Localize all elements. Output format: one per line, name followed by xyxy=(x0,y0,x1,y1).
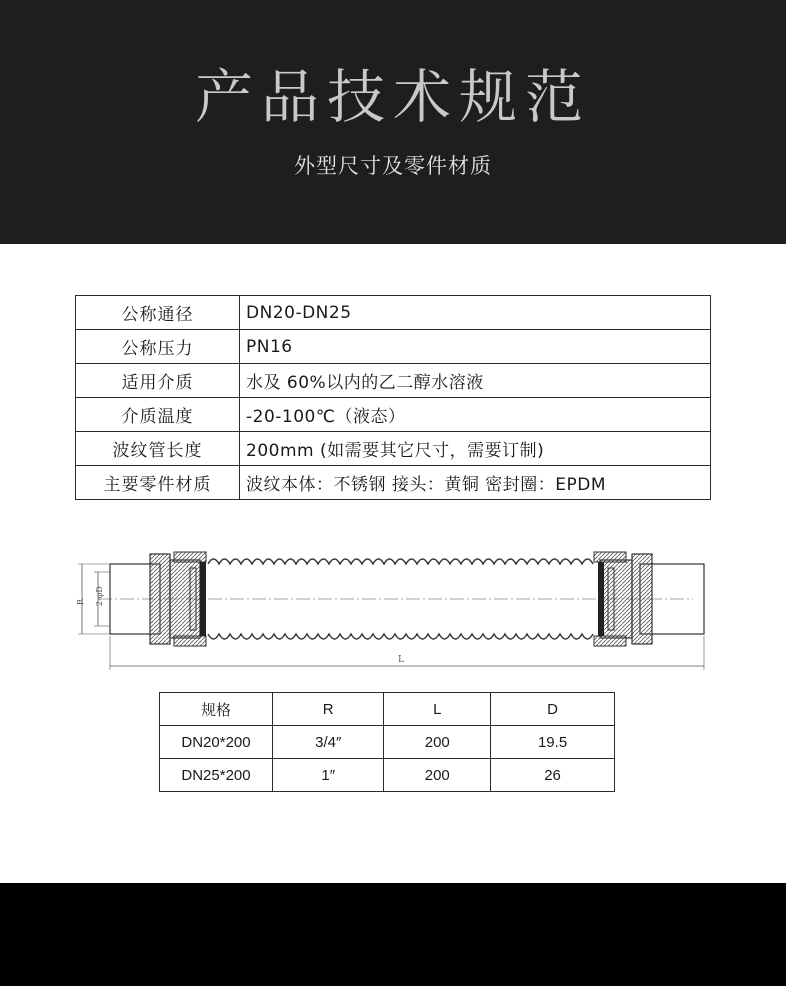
spec-row xyxy=(76,432,711,466)
header-banner xyxy=(0,0,786,244)
size-cell: 3/4″ xyxy=(273,726,384,759)
spec-table xyxy=(75,295,711,500)
size-header-cell: D xyxy=(491,693,615,726)
spec-label: 主要零件材质 xyxy=(76,466,240,500)
spec-label: 适用介质 xyxy=(76,364,240,398)
size-cell: 1″ xyxy=(273,759,384,792)
spec-label: 公称通径 xyxy=(76,296,240,330)
size-table-row xyxy=(160,759,615,792)
spec-label: 公称压力 xyxy=(76,330,240,364)
spec-value: DN20-DN25 xyxy=(240,296,711,330)
size-cell: DN20*200 xyxy=(160,726,273,759)
size-cell: 19.5 xyxy=(491,726,615,759)
page-subtitle: 外型尺寸及零件材质 xyxy=(294,154,492,178)
spec-label: 介质温度 xyxy=(76,398,240,432)
spec-value: 200mm (如需要其它尺寸，需要订制) xyxy=(240,432,711,466)
spec-row xyxy=(76,466,711,500)
spec-row xyxy=(76,296,711,330)
page-title: 产品技术规范 xyxy=(194,63,591,131)
size-cell: 26 xyxy=(491,759,615,792)
spec-label: 波纹管长度 xyxy=(76,432,240,466)
spec-value: PN16 xyxy=(240,330,711,364)
size-table-header xyxy=(160,693,615,726)
size-cell: 200 xyxy=(384,759,491,792)
dim-label-r: R xyxy=(76,598,85,605)
size-table-row xyxy=(160,726,615,759)
corrugation-top xyxy=(208,559,593,564)
corrugation-bottom xyxy=(208,634,593,639)
spec-value: 波纹本体：不锈钢 接头：黄铜 密封圈：EPDM xyxy=(240,466,711,500)
size-table xyxy=(159,692,615,792)
spec-value: -20-100℃（液态） xyxy=(240,398,711,432)
spec-row xyxy=(76,330,711,364)
size-header-cell: L xyxy=(384,693,491,726)
dim-label-l: L xyxy=(398,655,404,665)
size-cell: 200 xyxy=(384,726,491,759)
size-cell: DN25*200 xyxy=(160,759,273,792)
hose-technical-drawing xyxy=(78,540,708,675)
spec-value: 水及 60%以内的乙二醇水溶液 xyxy=(240,364,711,398)
footer-bar xyxy=(0,883,786,986)
dim-label-d: 2-φD xyxy=(95,586,104,606)
size-header-cell: R xyxy=(273,693,384,726)
spec-row xyxy=(76,398,711,432)
size-header-cell: 规格 xyxy=(160,693,273,726)
spec-row xyxy=(76,364,711,398)
